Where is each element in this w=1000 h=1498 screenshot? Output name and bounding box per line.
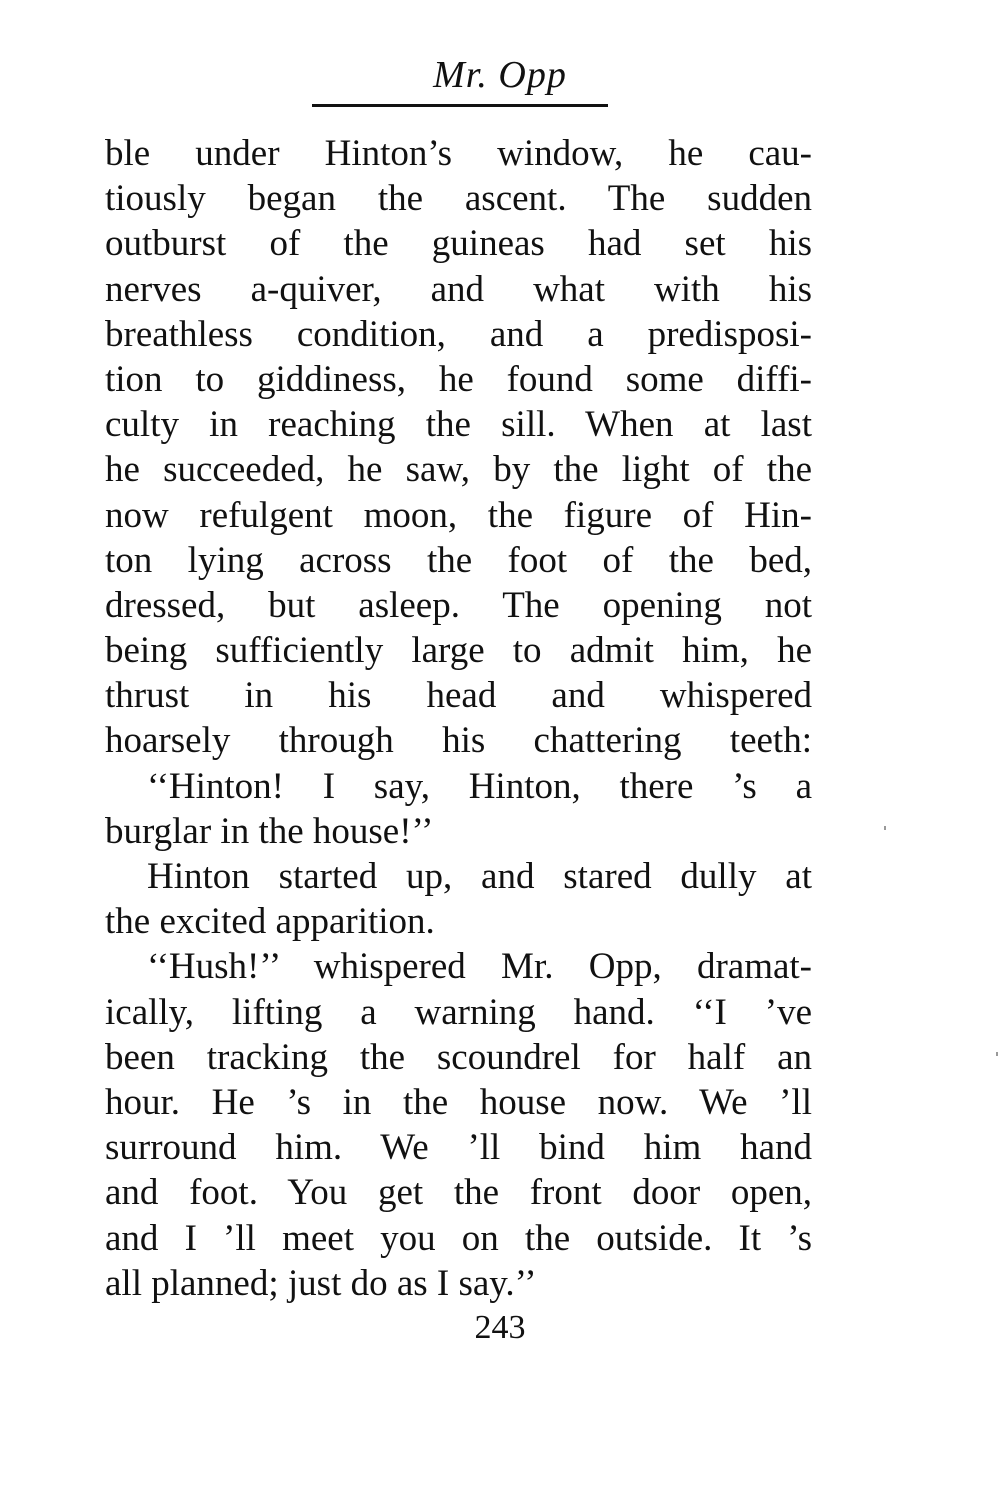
running-head: Mr. Opp [433, 54, 567, 96]
scan-speck [996, 1052, 998, 1056]
text-line: outburst of the guineas had set his [105, 223, 812, 265]
text-line: tion to giddiness, he found some diffi- [105, 358, 812, 400]
text-line: the excited apparition. [105, 901, 435, 943]
text-line: burglar in the house!’’ [105, 810, 434, 852]
text-line: hoarsely through his chattering teeth: [105, 720, 812, 762]
text-line: being sufficiently large to admit him, he [105, 630, 812, 672]
text-line: ‘‘Hinton! I say, Hinton, there ’s a [147, 765, 812, 807]
text-line: nerves a-quiver, and what with his [105, 268, 812, 310]
text-line: dressed, but asleep. The opening not [105, 584, 812, 626]
text-line: and I ’ll meet you on the outside. It ’s [105, 1217, 812, 1259]
text-line: and foot. You get the front door open, [105, 1172, 812, 1214]
text-line: all planned; just do as I say.’’ [105, 1262, 537, 1304]
text-line: been tracking the scoundrel for half an [105, 1036, 812, 1078]
text-line: Hinton started up, and stared dully at [147, 856, 812, 897]
text-line: surround him. We ’ll bind him hand [105, 1127, 812, 1169]
text-line: now refulgent moon, the figure of Hin- [105, 494, 812, 536]
text-line: he succeeded, he saw, by the light of the [105, 449, 812, 491]
text-line: ically, lifting a warning hand. ‘‘I ’ve [105, 991, 812, 1033]
text-line: ‘‘Hush!’’ whispered Mr. Opp, dramat- [147, 946, 812, 988]
text-line: thrust in his head and whispered [105, 675, 812, 717]
body-text [105, 131, 812, 1306]
page-number: 243 [474, 1309, 526, 1346]
text-line: breathless condition, and a predisposi- [105, 313, 812, 355]
text-line: culty in reaching the sill. When at last [105, 404, 812, 446]
header-rule [312, 104, 608, 107]
text-line: tiously began the ascent. The sudden [105, 178, 812, 220]
text-line: ton lying across the foot of the bed, [105, 539, 812, 581]
text-line: hour. He ’s in the house now. We ’ll [105, 1081, 812, 1123]
text-line: ble under Hinton’s window, he cau- [105, 133, 812, 174]
scan-speck [884, 826, 886, 830]
